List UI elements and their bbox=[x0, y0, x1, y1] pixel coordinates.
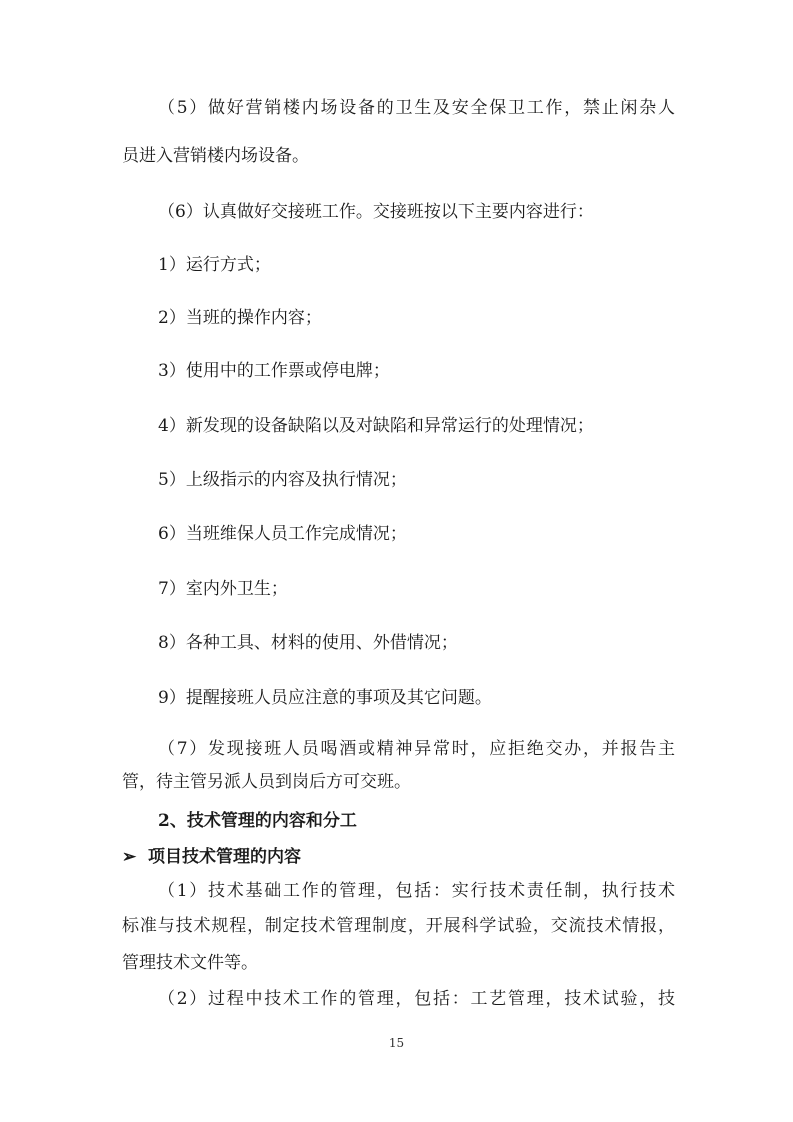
list-item-6: 6）当班维保人员工作完成情况； bbox=[158, 524, 407, 544]
list-item-1: 1）运行方式； bbox=[158, 255, 271, 275]
paragraph-6: （6）认真做好交接班工作。交接班按以下主要内容进行： bbox=[158, 202, 594, 222]
list-item-3: 3）使用中的工作票或停电牌； bbox=[158, 361, 390, 381]
paragraph-5-line-2: 员进入营销楼内场设备。 bbox=[122, 146, 309, 166]
tech-item-2-line-1: （2）过程中技术工作的管理，包括：工艺管理，技术试验，技 bbox=[158, 989, 675, 1009]
list-item-4: 4）新发现的设备缺陷以及对缺陷和异常运行的处理情况； bbox=[158, 416, 594, 436]
list-item-2: 2）当班的操作内容； bbox=[158, 308, 322, 328]
list-item-7: 7）室内外卫生； bbox=[158, 579, 288, 599]
arrow-bullet-icon: ➢ bbox=[122, 847, 137, 867]
page-number: 15 bbox=[388, 1036, 405, 1050]
tech-item-1-line-1: （1）技术基础工作的管理，包括：实行技术责任制，执行技术 bbox=[158, 881, 675, 901]
list-item-8: 8）各种工具、材料的使用、外借情况； bbox=[158, 633, 458, 653]
paragraph-7-line-1: （7）发现接班人员喝酒或精神异常时，应拒绝交办，并报告主 bbox=[158, 739, 675, 759]
paragraph-7-line-2: 管，待主管另派人员到岗后方可交班。 bbox=[122, 772, 411, 792]
section-heading: 2、技术管理的内容和分工 bbox=[158, 811, 357, 831]
paragraph-5-line-1: （5）做好营销楼内场设备的卫生及安全保卫工作，禁止闲杂人 bbox=[158, 98, 675, 118]
bullet-heading-text: 项目技术管理的内容 bbox=[148, 847, 301, 867]
list-item-5: 5）上级指示的内容及执行情况； bbox=[158, 470, 407, 490]
bullet-heading bbox=[122, 846, 301, 868]
tech-item-1-line-3: 管理技术文件等。 bbox=[122, 953, 258, 973]
list-item-9: 9）提醒接班人员应注意的事项及其它问题。 bbox=[158, 688, 492, 708]
tech-item-1-line-2: 标准与技术规程，制定技术管理制度，开展科学试验，交流技术情报， bbox=[122, 916, 675, 936]
